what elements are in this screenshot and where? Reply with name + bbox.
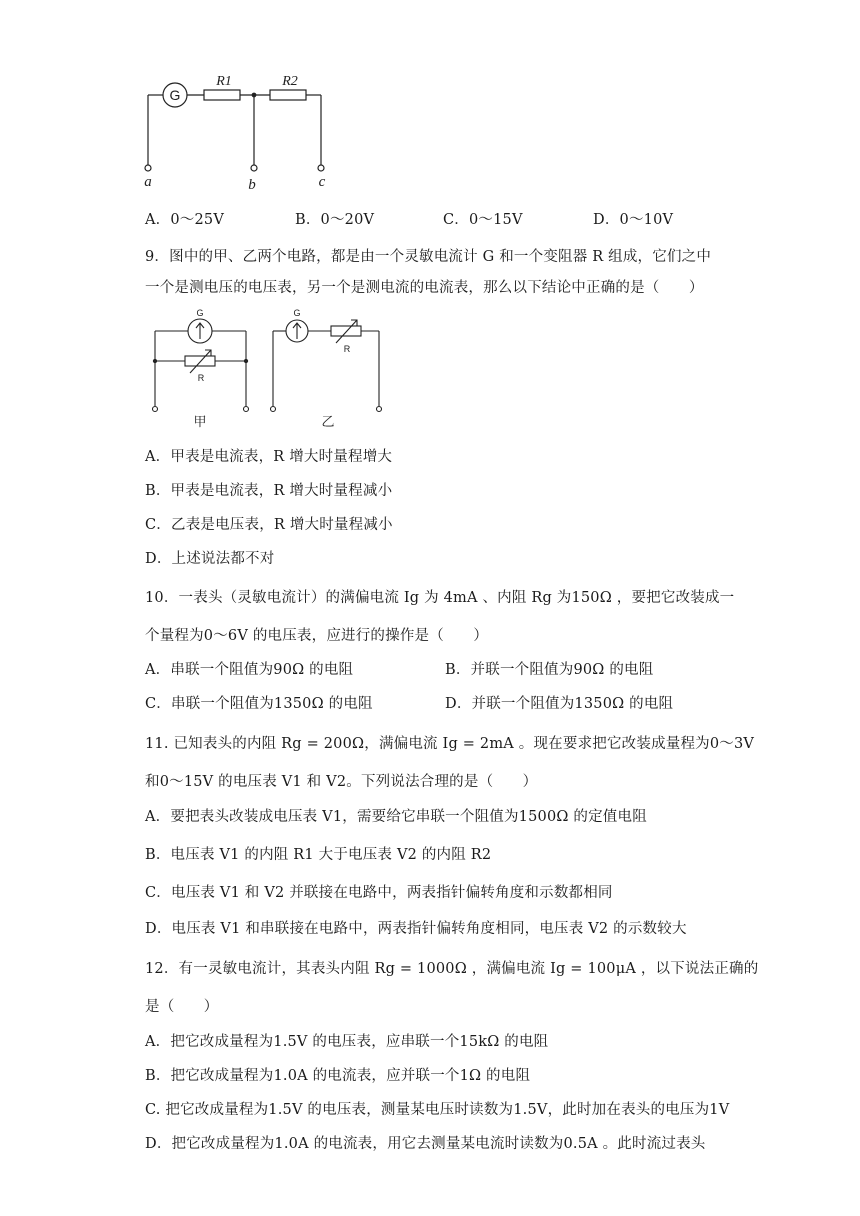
q12-option-a: A．把它改成量程为1.5V 的电压表，应串联一个15kΩ 的电阻 xyxy=(145,1034,549,1050)
jia-g-label: G xyxy=(196,308,204,318)
q11-option-a: A．要把表头改装成电压表 V1，需要给它串联一个阻值为1500Ω 的定值电阻 xyxy=(145,809,647,825)
q11-option-d: D．电压表 V1 和串联接在电路中，两表指针偏转角度相同，电压表 V2 的示数较大 xyxy=(145,921,687,937)
r2-label: R2 xyxy=(282,74,298,89)
r1-label: R1 xyxy=(216,74,232,89)
q9-option-b: B．甲表是电流表，R 增大时量程减小 xyxy=(145,483,393,499)
resistor-r2 xyxy=(270,90,306,100)
rheostat-symbol xyxy=(185,356,215,366)
q10-stem-line2: 个量程为0～6V 的电压表，应进行的操作是（ ） xyxy=(145,628,489,644)
yi-g-label: G xyxy=(293,308,301,318)
q11-stem-line2: 和0～15V 的电压表 V1 和 V2。下列说法合理的是（ ） xyxy=(145,774,538,790)
q11-stem-line1: 11. 已知表头的内阻 Rg = 200Ω，满偏电流 Ig = 2mA 。现在要求把它改装成量程为0～3V xyxy=(145,736,755,752)
q10-option-c: C．串联一个阻值为1350Ω 的电阻 xyxy=(145,696,373,712)
q12-stem-line2: 是（ ） xyxy=(145,999,219,1015)
q9-option-c: C．乙表是电压表，R 增大时量程减小 xyxy=(145,517,393,533)
q12-option-b: B．把它改成量程为1.0A 的电流表，应并联一个1Ω 的电阻 xyxy=(145,1068,531,1084)
q10-option-a: A．串联一个阻值为90Ω 的电阻 xyxy=(145,662,354,678)
resistor-r1 xyxy=(204,90,240,100)
label-b: b xyxy=(248,177,256,192)
circuit-figure-jia xyxy=(145,303,260,431)
terminal-b xyxy=(251,165,257,171)
q12-stem-line1: 12．有一灵敏电流计，其表头内阻 Rg = 1000Ω ，满偏电流 Ig = 100μA ，以下说法正确的 xyxy=(145,961,759,977)
rheostat-symbol xyxy=(331,326,361,336)
q8-option-a: A．0～25V xyxy=(145,212,225,228)
q12-option-d: D．把它改成量程为1.0A 的电流表，用它去测量某电流时读数为0.5A 。此时流过表头 xyxy=(145,1136,706,1152)
q10-option-b: B．并联一个阻值为90Ω 的电阻 xyxy=(445,662,654,678)
q8-option-b: B．0～20V xyxy=(295,212,375,228)
meter-label: G xyxy=(169,87,181,103)
circuit-figure-q8 xyxy=(140,62,340,192)
label-c: c xyxy=(318,174,326,190)
q9-option-d: D．上述说法都不对 xyxy=(145,551,275,567)
terminal-a xyxy=(145,165,151,171)
label-a: a xyxy=(144,174,152,190)
q11-option-b: B．电压表 V1 的内阻 R1 大于电压表 V2 的内阻 R2 xyxy=(145,847,492,863)
jia-r-label: R xyxy=(197,373,205,383)
terminal-c xyxy=(318,165,324,171)
q9-option-a: A．甲表是电流表，R 增大时量程增大 xyxy=(145,449,393,465)
circuit-figure-yi xyxy=(266,303,391,431)
q9-stem-line1: 9．图中的甲、乙两个电路，都是由一个灵敏电流计 G 和一个变阻器 R 组成，它们之中 xyxy=(145,249,712,265)
q10-stem-line1: 10．一表头（灵敏电流计）的满偏电流 Ig 为 4mA 、内阻 Rg 为150Ω ，要把它改装成一 xyxy=(145,590,735,606)
q8-option-c: C．0～15V xyxy=(443,212,523,228)
q12-option-c: C. 把它改成量程为1.5V 的电压表，测量某电压时读数为1.5V，此时加在表头的电压为1V xyxy=(145,1102,730,1118)
q8-options xyxy=(145,208,745,228)
yi-r-label: R xyxy=(343,344,351,354)
jia-caption: 甲 xyxy=(193,414,207,429)
q10-option-d: D．并联一个阻值为1350Ω 的电阻 xyxy=(445,696,674,712)
q8-option-d: D．0～10V xyxy=(593,212,674,228)
q11-option-c: C．电压表 V1 和 V2 并联接在电路中，两表指针偏转角度和示数都相同 xyxy=(145,885,613,901)
q9-stem-line2: 一个是测电压的电压表，另一个是测电流的电流表，那么以下结论中正确的是（ ） xyxy=(145,280,704,296)
yi-caption: 乙 xyxy=(321,414,335,429)
